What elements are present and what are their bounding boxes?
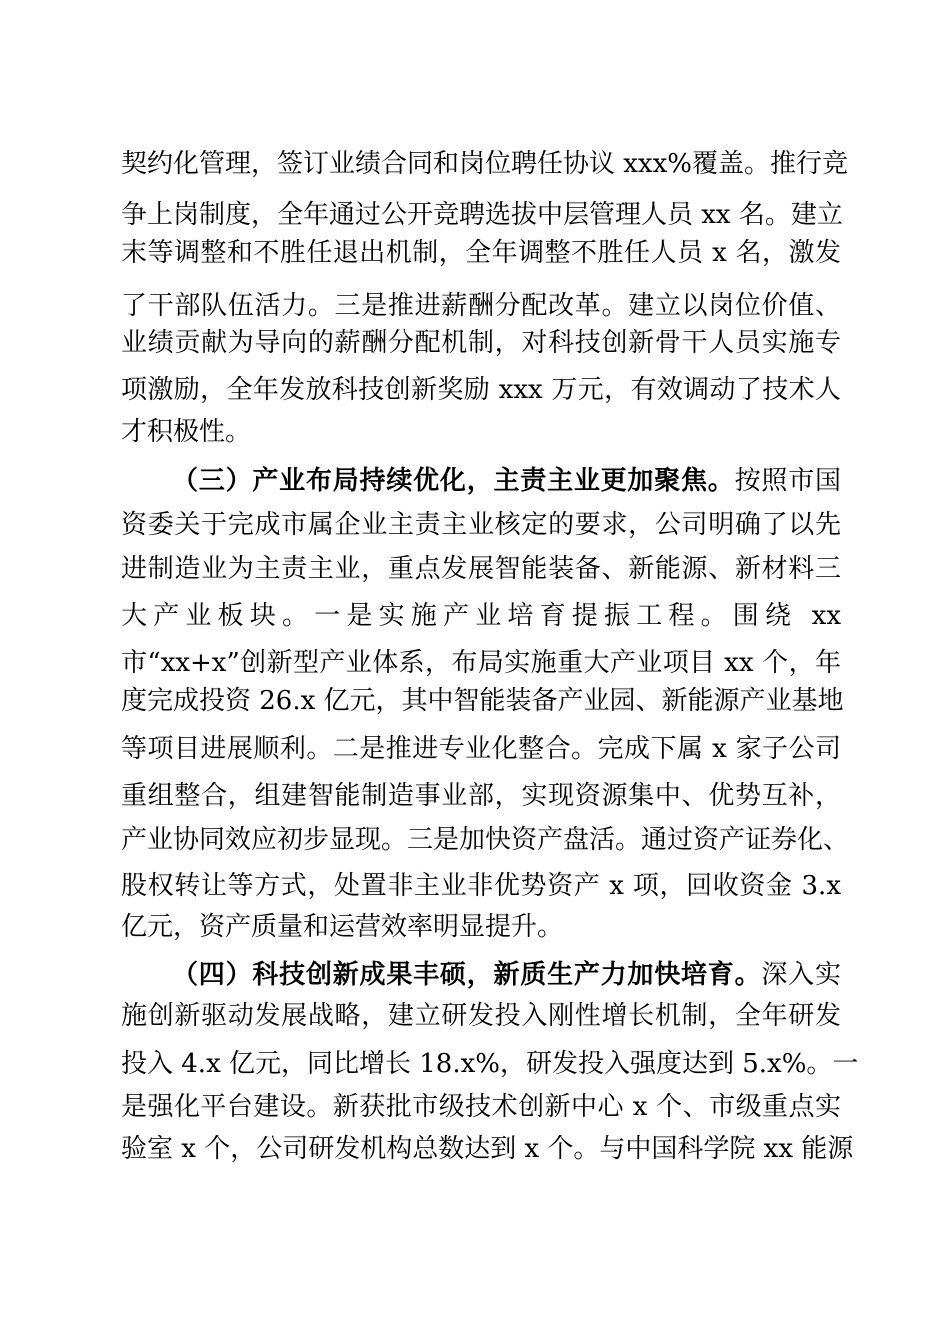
section-heading-3: （三）产业布局持续优化，主责主业更加聚焦。 bbox=[172, 466, 735, 496]
text-line: 验室 x 个，公司研发机构总数达到 x 个。与中国科学院 xx 能源 bbox=[121, 1134, 854, 1164]
text-line: 大产业板块。一是实施产业培育提振工程。围绕 xx bbox=[121, 601, 841, 631]
text-line: 才积极性。 bbox=[121, 417, 252, 447]
text-line: 了干部队伍活力。三是推进薪酬分配改革。建立以岗位价值、 bbox=[121, 291, 841, 321]
text-span: 深入实 bbox=[761, 960, 841, 990]
text-line: 重组整合，组建智能制造事业部，实现资源集中、优势互补， bbox=[121, 781, 841, 811]
text-line: 资委关于完成市属企业主责主业核定的要求，公司明确了以先 bbox=[121, 510, 841, 540]
text-line: 股权转让等方式，处置非主业非优势资产 x 项，回收资金 3.x bbox=[121, 871, 841, 901]
text-line: 等项目进展顺利。二是推进专业化整合。完成下属 x 家子公司 bbox=[121, 734, 841, 764]
text-line: 末等调整和不胜任退出机制，全年调整不胜任人员 x 名，激发 bbox=[121, 238, 841, 268]
text-line: 施创新驱动发展战略，建立研发投入刚性增长机制，全年研发 bbox=[121, 1001, 841, 1031]
text-line: 市“xx+x”创新型产业体系，布局实施重大产业项目 xx 个，年 bbox=[121, 648, 841, 678]
text-line: 契约化管理，签订业绩合同和岗位聘任协议 xxx%覆盖。推行竞 bbox=[121, 149, 848, 179]
section-heading-line bbox=[172, 461, 841, 501]
text-line: 度完成投资 26.x 亿元，其中智能装备产业园、新能源产业基地 bbox=[121, 686, 844, 716]
text-line: 是强化平台建设。新获批市级技术创新中心 x 个、市级重点实 bbox=[121, 1092, 841, 1122]
text-line: 业绩贡献为导向的薪酬分配机制，对科技创新骨干人员实施专 bbox=[121, 328, 841, 358]
section-heading-4: （四）科技创新成果丰硕，新质生产力加快培育。 bbox=[172, 960, 762, 990]
text-line: 进制造业为主责主业，重点发展智能装备、新能源、新材料三 bbox=[121, 554, 841, 584]
text-span: 按照市国 bbox=[734, 466, 841, 496]
section-heading-line bbox=[172, 955, 841, 995]
text-line: 投入 4.x 亿元，同比增长 18.x%，研发投入强度达到 5.x%。一 bbox=[121, 1049, 859, 1079]
text-line: 争上岗制度，全年通过公开竞聘选拔中层管理人员 xx 名。建立 bbox=[121, 200, 843, 230]
text-line: 产业协同效应初步显现。三是加快资产盘活。通过资产证券化、 bbox=[121, 825, 850, 855]
text-line: 亿元，资产质量和运营效率明显提升。 bbox=[121, 912, 564, 942]
text-line: 项激励，全年发放科技创新奖励 xxx 万元，有效调动了技术人 bbox=[121, 375, 841, 405]
